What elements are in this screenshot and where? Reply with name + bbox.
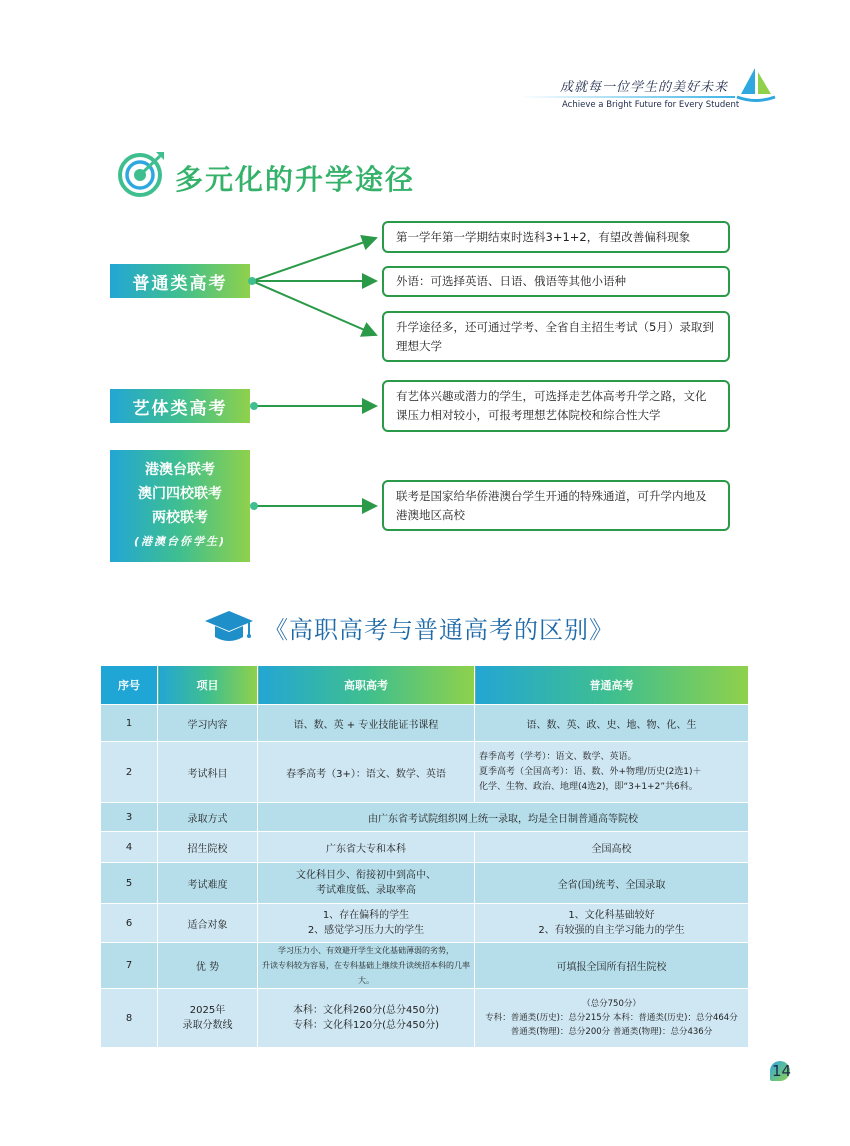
joint-exam-line: 港澳台联考 bbox=[145, 462, 215, 478]
header-item: 项目 bbox=[158, 666, 258, 705]
cell-general: 全国高校 bbox=[475, 832, 749, 863]
header-vocational: 高职高考 bbox=[258, 666, 475, 705]
cell-item: 录取方式 bbox=[158, 803, 258, 832]
cell-no: 6 bbox=[101, 904, 158, 943]
info-box-joint-exam: 联考是国家给华侨港澳台学生开通的特殊通道，可升学内地及港澳地区高校 bbox=[382, 480, 730, 531]
cell-item: 考试科目 bbox=[158, 742, 258, 803]
table-row bbox=[101, 705, 749, 742]
cell-no: 4 bbox=[101, 832, 158, 863]
comparison-table bbox=[100, 665, 749, 1048]
cell-vocational: 广东省大专和本科 bbox=[258, 832, 475, 863]
slogan-en: Achieve a Bright Future for Every Student bbox=[562, 100, 740, 110]
cell-general: 可填报全国所有招生院校 bbox=[475, 943, 749, 989]
cell-general: （总分750分） 专科：普通类(历史)：总分215分 本科：普通类(历史)：总分464分 普通类(物理)：总分200分 普通类(物理)：总分436分 bbox=[475, 989, 749, 1048]
header-no: 序号 bbox=[101, 666, 158, 705]
cell-item: 2025年 录取分数线 bbox=[158, 989, 258, 1048]
table-row bbox=[101, 863, 749, 904]
cell-no: 5 bbox=[101, 863, 158, 904]
cell-no: 2 bbox=[101, 742, 158, 803]
cell-general: 全省(国)统考、全国录取 bbox=[475, 863, 749, 904]
cell-no: 7 bbox=[101, 943, 158, 989]
arrow-origin-dot bbox=[250, 402, 258, 410]
arrow-origin-dot bbox=[248, 277, 256, 285]
cell-no: 1 bbox=[101, 705, 158, 742]
table-header-row bbox=[101, 666, 749, 705]
table-row bbox=[101, 904, 749, 943]
page-number bbox=[770, 1059, 792, 1081]
cell-vocational: 文化科目少、衔接初中到高中、 考试难度低、录取率高 bbox=[258, 863, 475, 904]
joint-exam-line: 两校联考 bbox=[152, 510, 208, 526]
arrow-origin-dot bbox=[250, 502, 258, 510]
cell-item: 招生院校 bbox=[158, 832, 258, 863]
page-number-text: 14 bbox=[772, 1062, 792, 1080]
cell-vocational: 语、数、英 + 专业技能证书课程 bbox=[258, 705, 475, 742]
table-row bbox=[101, 832, 749, 863]
table-row bbox=[101, 742, 749, 803]
cell-item: 考试难度 bbox=[158, 863, 258, 904]
cell-vocational: 1、存在偏科的学生 2、感觉学习压力大的学生 bbox=[258, 904, 475, 943]
info-box-foreign-language: 外语：可选择英语、日语、俄语等其他小语种 bbox=[382, 266, 730, 297]
cell-item: 适合对象 bbox=[158, 904, 258, 943]
graduation-cap-icon bbox=[203, 609, 255, 645]
info-box-subject-selection: 第一学年第一学期结束时选科3+1+2，有望改善偏科现象 bbox=[382, 221, 730, 253]
cell-merged: 由广东省考试院组织网上统一录取，均是全日制普通高等院校 bbox=[258, 803, 749, 832]
category-general-exam: 普通类高考 bbox=[110, 264, 250, 298]
table-row bbox=[101, 803, 749, 832]
cell-no: 8 bbox=[101, 989, 158, 1048]
slogan-cn: 成就每一位学生的美好未来 bbox=[560, 80, 729, 95]
header-general: 普通高考 bbox=[475, 666, 749, 705]
section-title-comparison: 《高职高考与普通高考的区别》 bbox=[264, 616, 614, 644]
arrow-to-box-3 bbox=[252, 281, 376, 335]
info-box-arts-sports: 有艺体兴趣或潜力的学生，可选择走艺体高考升学之路，文化课压力相对较小，可报考理想艺体院校和综合性大学 bbox=[382, 380, 730, 432]
joint-exam-sub: (港澳台侨学生) bbox=[133, 535, 227, 548]
arrow-to-box-1 bbox=[252, 238, 376, 281]
category-arts-sports-exam: 艺体类高考 bbox=[110, 389, 250, 423]
cell-no: 3 bbox=[101, 803, 158, 832]
cell-general: 语、数、英、政、史、地、物、化、生 bbox=[475, 705, 749, 742]
info-box-admission-routes: 升学途径多，还可通过学考、全省自主招生考试（5月）录取到理想大学 bbox=[382, 311, 730, 362]
cell-vocational: 本科：文化科260分(总分450分) 专科：文化科120分(总分450分) bbox=[258, 989, 475, 1048]
cell-item: 优 势 bbox=[158, 943, 258, 989]
section-title-pathways: 多元化的升学途径 bbox=[175, 163, 416, 196]
cell-general: 1、文化科基础较好 2、有较强的自主学习能力的学生 bbox=[475, 904, 749, 943]
cell-item: 学习内容 bbox=[158, 705, 258, 742]
cell-vocational: 学习压力小、有效避开学生文化基础薄弱的劣势， 升读专科较为容易，在专科基础上继续升读统招本科的几率大。 bbox=[258, 943, 475, 989]
table-row bbox=[101, 989, 749, 1048]
cell-vocational: 春季高考（3+）：语文、数学、英语 bbox=[258, 742, 475, 803]
cell-general: 春季高考（学考）：语文、数学、英语。 夏季高考（全国高考）：语、数、外+物理/历史(2选1)＋ 化学、生物、政治、地理(4选2)，即“3+1+2”共6科。 bbox=[475, 742, 749, 803]
joint-exam-line: 澳门四校联考 bbox=[138, 486, 222, 502]
table-row bbox=[101, 943, 749, 989]
